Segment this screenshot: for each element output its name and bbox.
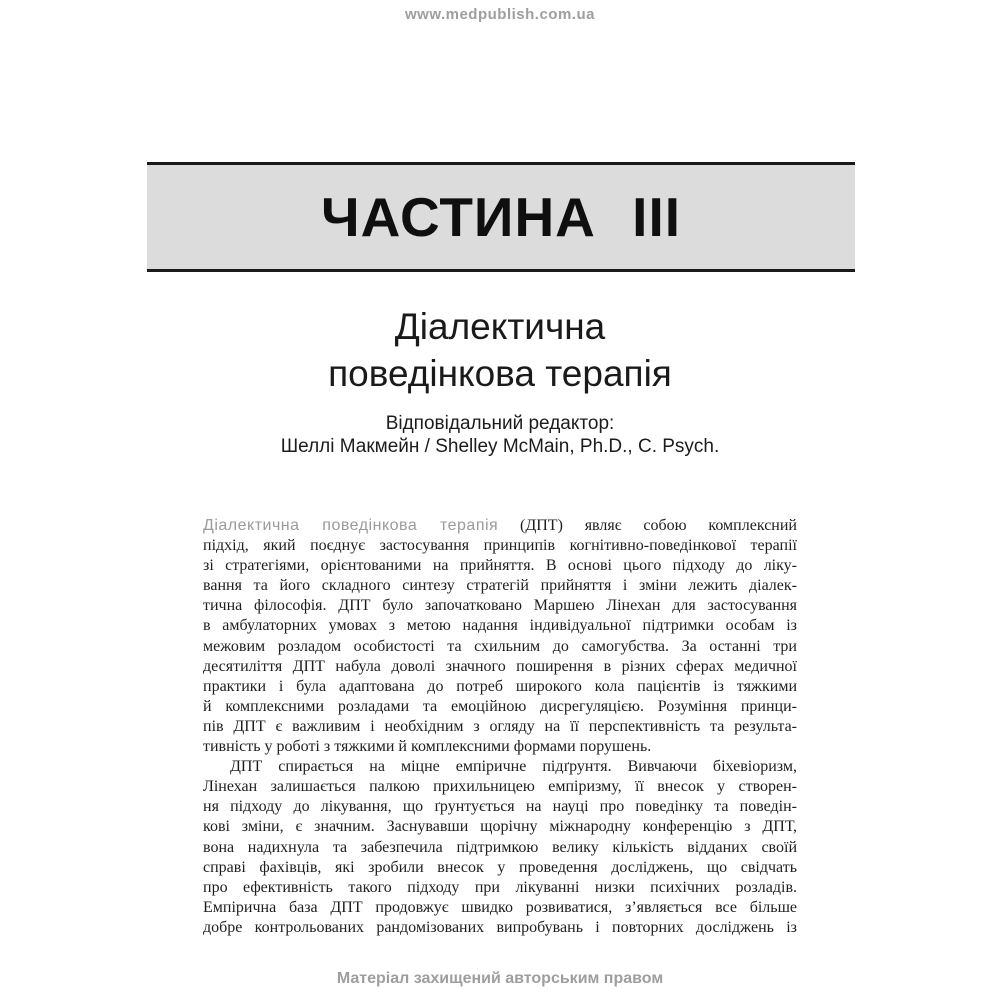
chapter-title-line1: Діалектична	[394, 306, 606, 347]
body-line: ня підходу до лікування, що ґрунтується на науці про поведінку та поведін-	[203, 798, 797, 816]
editor-role: Відповідальний редактор:	[385, 413, 615, 434]
body-line: десятиліття ДПТ набула доволі значного поширення в різних сферах медичної	[203, 657, 797, 675]
body-line: зі стратегіями, орієнтованими на прийняття. В основі цього підходу до ліку-	[203, 557, 797, 575]
editor-name: Шеллі Макмейн / Shelley McMain, Ph.D., C. Psych.	[280, 436, 720, 457]
chapter-title	[0, 303, 1000, 397]
body-line: про ефективність такого підходу при лікуванні низки психічних розладів.	[203, 878, 797, 896]
body-line: кові зміни, є значним. Заснувавши щорічну міжнародну конференцію з ДПТ,	[203, 818, 797, 836]
part-banner	[147, 162, 855, 272]
body-line: Діалектична поведінкова терапія (ДПТ) являє собою комплексний	[203, 517, 797, 534]
editor-block	[0, 412, 1000, 458]
body-line: підхід, який поєднує застосування принципів когнітивно-поведінкової терапії	[203, 537, 797, 555]
body-line: в амбулаторних умовах з метою надання індивідуальної підтримки особам із	[203, 617, 797, 635]
part-banner-label: ЧАСТИНА III	[320, 186, 682, 248]
body-line: добре контрольованих рандомізованих випробувань і повторних досліджень із	[203, 918, 797, 936]
watermark-url-top: www.medpublish.com.ua	[405, 6, 595, 23]
body-line: тивність у роботі з тяжкими й комплексними формами порушень.	[203, 738, 652, 756]
body-line: й комплексними розладами та емоційною дисрегуляцією. Розуміння принци-	[203, 697, 797, 715]
body-line: ДПТ спирається на міцне емпіричне підґрунтя. Вивчаючи біхевіоризм,	[230, 758, 797, 776]
body-line: вання та його складного синтезу стратегій прийняття і зміни лежить діалек-	[203, 577, 797, 595]
body-line: практики і була адаптована до потреб широкого кола пацієнтів із тяжкими	[203, 677, 797, 695]
body-line: Емпірична база ДПТ продовжує швидко розвиватися, з’являється все більше	[203, 898, 797, 916]
body-line: межовим розладом особистості та схильним до самогубства. За останні три	[203, 637, 797, 655]
chapter-title-line2: поведінкова терапія	[328, 353, 672, 394]
body-line: Лінехан залишається палкою прихильницею емпіризму, її внесок у створен-	[203, 778, 797, 796]
body-line: пів ДПТ є важливим і необхідним з огляду на її перспективність та результа-	[203, 717, 797, 735]
body-line: тична філософія. ДПТ було започатковано Маршею Лінехан для застосування	[203, 597, 797, 615]
copyright-notice: Матеріал захищений авторським правом	[336, 970, 664, 987]
body-line: вона надихнула та забезпечила підтримкою велику кількість відданих своїй	[203, 838, 797, 856]
body-line: справі фахівців, які зробили внесок у проведення досліджень, що свідчать	[203, 858, 797, 876]
body-text	[203, 516, 797, 938]
paragraph-lead-in: Діалектична поведінкова терапія	[203, 517, 499, 534]
